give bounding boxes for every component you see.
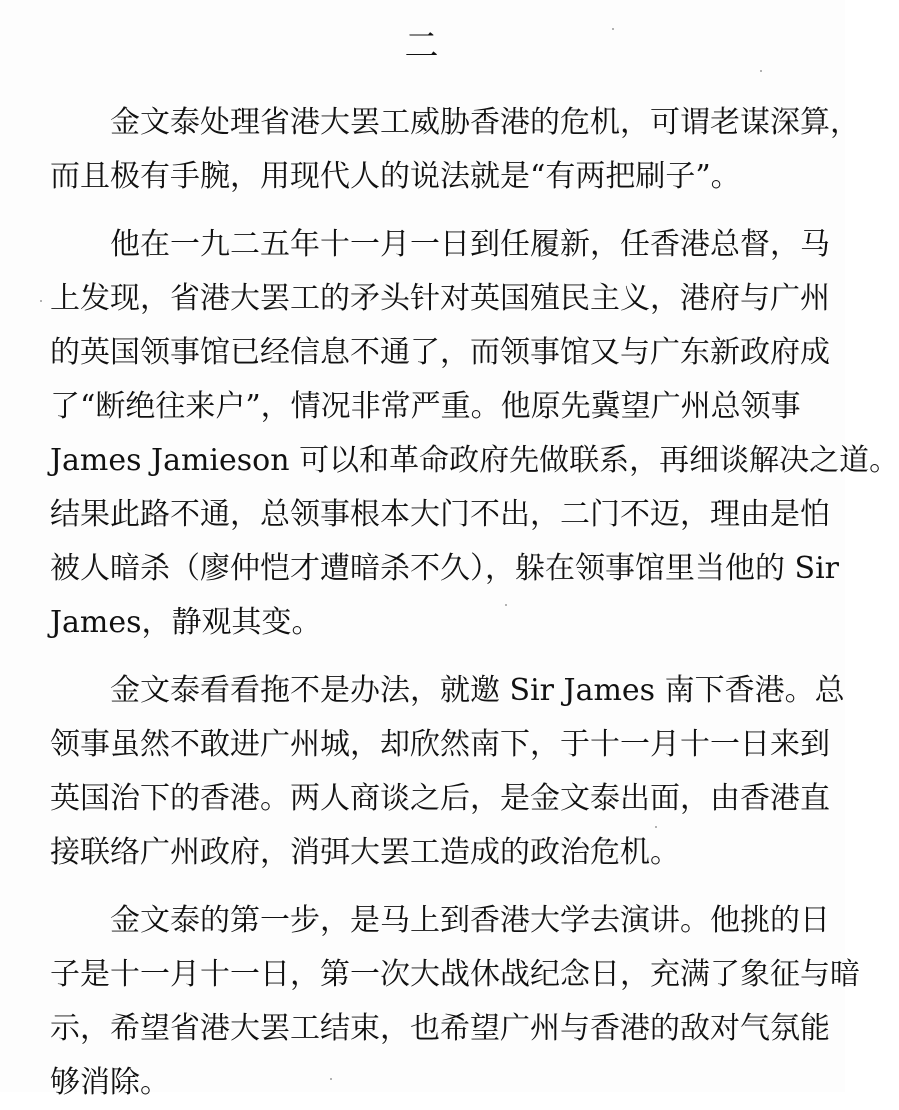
paragraph-line: 够消除。 bbox=[50, 1065, 170, 1100]
scan-speck bbox=[505, 604, 507, 606]
paragraph-line: 的英国领事馆已经信息不通了，而领事馆又与广东新政府成 bbox=[50, 335, 830, 370]
scan-speck bbox=[330, 1078, 332, 1080]
paragraph-line: 子是十一月十一日，第一次大战休战纪念日，充满了象征与暗 bbox=[50, 957, 860, 992]
chapter-number-heading: 二 bbox=[404, 26, 441, 66]
paragraph-3 bbox=[50, 664, 845, 880]
paragraph-line: 接联络广州政府，消弭大罢工造成的政治危机。 bbox=[50, 835, 680, 870]
paragraph-line: 英国治下的香港。两人商谈之后，是金文泰出面，由香港直 bbox=[50, 781, 830, 816]
scan-speck bbox=[612, 28, 614, 30]
body-text bbox=[50, 96, 899, 1110]
paragraph-line: 了“断绝往来户”，情况非常严重。他原先冀望广州总领事 bbox=[50, 389, 801, 424]
paragraph-line: 被人暗杀（廖仲恺才遭暗杀不久），躲在领事馆里当他的 Sir bbox=[50, 551, 840, 586]
paragraph-1 bbox=[50, 96, 860, 204]
paragraph-line: James，静观其变。 bbox=[50, 605, 322, 640]
paragraph-line: 金文泰看看拖不是办法，就邀 Sir James 南下香港。总 bbox=[110, 673, 845, 708]
scan-speck bbox=[760, 70, 762, 72]
paragraph-line: 金文泰的第一步，是马上到香港大学去演讲。他挑的日 bbox=[110, 903, 830, 938]
paragraph-4 bbox=[50, 894, 860, 1110]
paragraph-line: 他在一九二五年十一月一日到任履新，任香港总督，马 bbox=[110, 227, 830, 262]
paragraph-line: 而且极有手腕，用现代人的说法就是“有两把刷子”。 bbox=[50, 159, 741, 194]
paragraph-line: 上发现，省港大罢工的矛头针对英国殖民主义，港府与广州 bbox=[50, 281, 830, 316]
paragraph-line: 示，希望省港大罢工结束，也希望广州与香港的敌对气氛能 bbox=[50, 1011, 830, 1046]
paragraph-line: 结果此路不通，总领事根本大门不出，二门不迈，理由是怕 bbox=[50, 497, 830, 532]
scan-speck bbox=[655, 826, 657, 828]
paragraph-line: 领事虽然不敢进广州城，却欣然南下，于十一月十一日来到 bbox=[50, 727, 830, 762]
paragraph-2 bbox=[50, 218, 899, 650]
scan-speck bbox=[40, 300, 42, 302]
paragraph-line: James Jamieson 可以和革命政府先做联系，再细谈解决之道。 bbox=[50, 443, 899, 478]
paragraph-line: 金文泰处理省港大罢工威胁香港的危机，可谓老谋深算， bbox=[110, 105, 860, 140]
